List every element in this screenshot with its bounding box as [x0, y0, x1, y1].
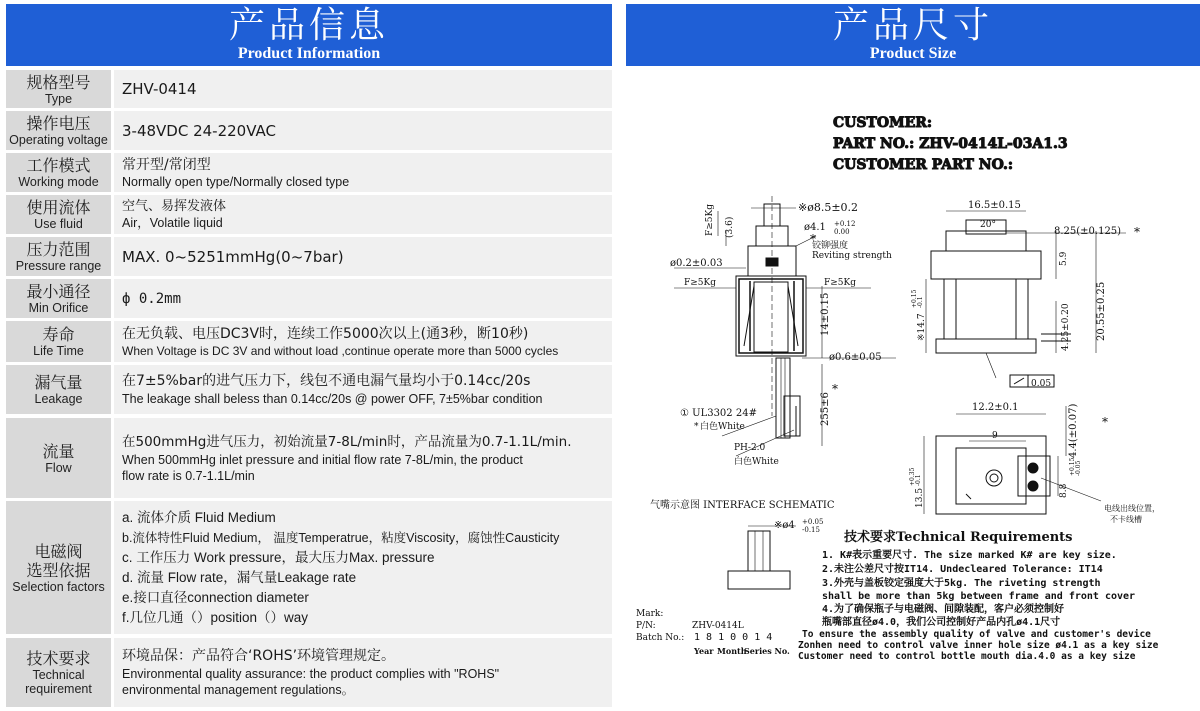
- spec-value-line: 环境品保：产品符合‘ROHS’环境管理规定。: [122, 648, 396, 664]
- customer-part-number: CUSTOMER PART NO.:: [833, 157, 1014, 173]
- wire-position-note-2: 不卡线槽: [1110, 515, 1142, 524]
- spec-row-type: [6, 70, 612, 108]
- spec-row-leakage: [6, 365, 612, 414]
- spec-label-zh: 压力范围: [26, 240, 91, 259]
- tech-line: 4.为了确保瓶子与电磁阀、间隙装配，客户必须控制好: [822, 604, 1065, 615]
- spec-value-line: When 500mmHg inlet pressure and initial flow rate 7-8L/min, the product: [122, 453, 523, 467]
- dim-flatness: 0.05: [1031, 379, 1052, 389]
- spec-label-zh: 使用流体: [26, 198, 91, 217]
- dim-h88-tol-dn: -0.05: [1075, 460, 1082, 476]
- header-title-en: Product Information: [237, 45, 381, 62]
- spec-label-zh: 电磁阀 选型依据: [26, 541, 91, 580]
- connector-type: PH-2.0: [734, 443, 766, 453]
- dim-angle-20: 20°: [980, 220, 996, 230]
- header-title-en: Product Size: [869, 45, 957, 62]
- spec-value-line: 在500mmHg进气压力，初始流量7-8L/min时，产品流量为0.7-1.1L/min.: [122, 434, 572, 450]
- spec-label: [6, 418, 111, 498]
- product-size-panel: [626, 0, 1200, 711]
- dim-h425: 4.25±0.20: [1061, 303, 1071, 351]
- spec-value-line: 在无负载、电压DC3V时，连续工作5000次以上(通3秒，断10秒): [122, 325, 529, 342]
- dim-d4: ※ø4: [774, 520, 795, 531]
- tech-line: 2.未注公差尺寸按IT14. Undecleared Tolerance: IT14: [822, 564, 1103, 575]
- spec-value-line: c. 工作压力 Work pressure，最大压力Max. pressure: [122, 549, 435, 565]
- batch-year: Year: [694, 646, 714, 656]
- connector-color: 白色White: [734, 457, 779, 467]
- spec-value-line: e.接口直径connection diameter: [122, 589, 309, 605]
- dim-h88: 8.8: [1059, 483, 1069, 498]
- spec-value-line: When Voltage is DC 3V and without load ,continue operate more than 5000 cycles: [122, 343, 559, 358]
- tech-line: 1. K#表示重要尺寸. The size marked K# are key size.: [822, 550, 1117, 561]
- spec-value-line: 常开型/常闭型: [122, 156, 211, 173]
- spec-label-en: Min Orifice: [28, 301, 89, 315]
- spec-label: [6, 365, 111, 414]
- wire-position-note-1: 电线出线位置，: [1104, 504, 1160, 513]
- spec-label-zh: 操作电压: [26, 114, 91, 133]
- spec-value-line: ф 0.2mm: [122, 290, 182, 307]
- dim-l255: 255±6: [820, 392, 831, 426]
- interface-schematic-label: 气嘴示意图 INTERFACE SCHEMATIC: [650, 500, 835, 511]
- spec-value-line: environmental management regulations。: [122, 683, 355, 697]
- spec-label-zh: 工作模式: [26, 156, 91, 175]
- dim-w9: 9: [992, 431, 998, 441]
- dim-d41: ø4.1: [804, 222, 826, 233]
- tech-line: shall be more than 5kg between frame and front cover: [822, 591, 1136, 602]
- spec-value: [114, 153, 612, 192]
- spec-label-en: Pressure range: [15, 259, 102, 273]
- tech-line: 瓶嘴部直径ø4.0，我们公司控制好产品内孔ø4.1尺寸: [822, 617, 1061, 628]
- spec-value-line: b.流体特性Fluid Medium， 温度Temperatrue，粘度Viscosity，腐蚀性Causticity: [122, 530, 560, 545]
- key-star: *: [694, 422, 699, 432]
- dim-f5kg-top: F≥5Kg: [705, 204, 715, 236]
- spec-row-selection-factors: [6, 501, 612, 634]
- product-size-header: [626, 4, 1200, 66]
- tech-line: 3.外壳与盖板铰定强度大于5kg. The riveting strength: [822, 578, 1101, 589]
- spec-value-line: The leakage shall beless than 0.14cc/20s @ power OFF, 7±5%bar condition: [122, 392, 543, 406]
- spec-value-line: 3-48VDC 24-220VAC: [122, 121, 276, 140]
- spec-label: [6, 70, 111, 108]
- tech-requirements-title: 技术要求Technical Requirements: [844, 530, 1073, 545]
- spec-label: [6, 279, 111, 318]
- key-star: *: [1134, 225, 1140, 239]
- dim-f5kg-right: F≥5Kg: [824, 278, 856, 288]
- dim-h147-tol-dn: -0.1: [917, 296, 924, 308]
- dim-h59: 5.9: [1059, 251, 1069, 266]
- spec-value: [114, 418, 612, 498]
- spec-value-line: flow rate is 0.7-1.1L/min: [122, 469, 255, 483]
- spec-label-zh: 漏气量: [34, 373, 83, 392]
- tech-line: Zonhen need to control valve inner hole size ø4.1 as a key size: [798, 640, 1159, 651]
- spec-value: [114, 501, 612, 634]
- tech-line: Customer need to control bottle mouth dia.4.0 as a key size: [798, 651, 1136, 662]
- pn-value: ZHV-0414L: [692, 621, 744, 631]
- dim-h135-tol-dn: -0.1: [915, 474, 922, 486]
- header-title-zh: 产品信息: [228, 5, 389, 46]
- spec-value-line: d. 流量 Flow rate，漏气量Leakage rate: [122, 569, 357, 585]
- rivet-strength-en: Reviting strength: [812, 251, 892, 261]
- spec-row-technical-requirement: [6, 638, 612, 707]
- spec-value-line: Normally open type/Normally closed type: [122, 174, 350, 189]
- part-number: PART NO.: ZHV-0414L-03A1.3: [833, 136, 1068, 152]
- spec-label-en: Working mode: [18, 175, 99, 189]
- dim-f5kg-left: F≥5Kg: [684, 278, 716, 288]
- spec-label-en: Operating voltage: [9, 133, 108, 147]
- spec-label-zh: 流量: [42, 441, 75, 461]
- spec-label-en: Flow: [45, 460, 72, 475]
- key-star: *: [810, 232, 816, 246]
- spec-value: [114, 237, 612, 276]
- dim-d4-tol-dn: -0.15: [802, 526, 820, 534]
- batch-series: Series No.: [744, 646, 790, 656]
- dim-h135: 13.5: [915, 487, 925, 508]
- spec-label-zh: 技术要求: [26, 649, 91, 668]
- batch-month: Month: [717, 646, 747, 656]
- dim-h44: 4.4(±0.07): [1068, 403, 1079, 458]
- spec-label: [6, 321, 111, 362]
- spec-label: [6, 153, 111, 192]
- spec-value-line: Environmental quality assurance: the product complies with "ROHS": [122, 667, 500, 681]
- spec-label-en: Type: [44, 91, 73, 106]
- spec-value-line: f.几位几通（）position（）way: [122, 609, 309, 625]
- spec-label: [6, 638, 111, 707]
- dim-w165: 16.5±0.15: [968, 200, 1021, 211]
- spec-row-working-mode: [6, 153, 612, 192]
- wire-color: 白色White: [700, 422, 745, 432]
- dim-h147-tol-up: +0.15: [911, 289, 918, 308]
- spec-value: [114, 195, 612, 234]
- spec-label: [6, 195, 111, 234]
- dimension-drawing: [626, 96, 1200, 711]
- spec-value: [114, 365, 612, 414]
- batch-value: 1 8 1 0 0 1 4: [694, 632, 773, 643]
- mark-label: Mark:: [636, 609, 664, 619]
- spec-label-en: Technical requirement: [25, 668, 92, 696]
- spec-value: [114, 321, 612, 362]
- spec-label-zh: 规格型号: [26, 72, 91, 92]
- spec-label: [6, 237, 111, 276]
- spec-value-line: 空气、易挥发液体: [122, 199, 227, 214]
- key-star: *: [1102, 415, 1108, 429]
- dim-h14: 14±0.15: [820, 292, 831, 336]
- dim-d02: ø0.2±0.03: [670, 258, 723, 269]
- spec-value: [114, 279, 612, 318]
- rivet-strength-zh: 铰铆强度: [812, 241, 849, 251]
- spec-value-line: 在7±5%bar的进气压力下，线包不通电漏气量均小于0.14cc/20s: [122, 373, 531, 389]
- spec-row-voltage: [6, 111, 612, 150]
- spec-row-flow: [6, 418, 612, 498]
- customer-label: CUSTOMER:: [833, 115, 933, 131]
- dim-h2055: 20.55±0.25: [1096, 281, 1107, 341]
- spec-row-min-orifice: [6, 279, 612, 318]
- spec-value-line: a. 流体介质 Fluid Medium: [122, 509, 276, 525]
- spec-label-en: Selection factors: [12, 579, 105, 594]
- batch-label: Batch No.:: [636, 633, 685, 643]
- spec-row-life-time: [6, 321, 612, 362]
- spec-label-en: Use fluid: [34, 217, 83, 231]
- dim-w122: 12.2±0.1: [972, 402, 1019, 413]
- header-title-zh: 产品尺寸: [832, 5, 993, 46]
- spec-value-line: MAX. 0~5251mmHg(0~7bar): [122, 247, 344, 266]
- dim-36: (3.6): [725, 216, 735, 238]
- tech-line: To ensure the assembly quality of valve and customer's device: [802, 629, 1151, 640]
- spec-value: [114, 111, 612, 150]
- spec-row-pressure-range: [6, 237, 612, 276]
- spec-label-zh: 寿命: [42, 325, 75, 344]
- spec-label-zh: 最小通径: [26, 282, 91, 301]
- dim-h88-tol-up: +0.15: [1069, 457, 1076, 476]
- interface-schematic: [728, 526, 796, 589]
- spec-value-line: Air，Volatile liquid: [122, 216, 223, 230]
- product-information-header: [6, 4, 612, 66]
- spec-label-en: Leakage: [34, 392, 83, 406]
- dim-d06: ø0.6±0.05: [829, 352, 882, 363]
- spec-label-en: Life Time: [33, 344, 84, 358]
- dim-h147: ※14.7: [917, 313, 927, 341]
- spec-value: [114, 70, 612, 108]
- spec-label: [6, 501, 111, 634]
- dim-h135-tol-up: +0.35: [909, 467, 916, 486]
- spec-value: [114, 638, 612, 707]
- key-star: *: [832, 382, 838, 396]
- dim-d85: ※ø8.5±0.2: [798, 201, 859, 214]
- dim-d4-tol-up: +0.05: [802, 518, 824, 526]
- wire-label: ① UL3302 24#: [680, 408, 757, 419]
- spec-label: [6, 111, 111, 150]
- dim-d41-tol-dn: 0.00: [834, 228, 850, 236]
- dim-d41-tol-up: +0.12: [834, 220, 856, 228]
- spec-value-line: ZHV-0414: [122, 80, 197, 98]
- spec-row-use-fluid: [6, 195, 612, 234]
- dim-h825: 8.25(±0.125): [1054, 226, 1122, 237]
- pn-label: P/N:: [636, 621, 656, 631]
